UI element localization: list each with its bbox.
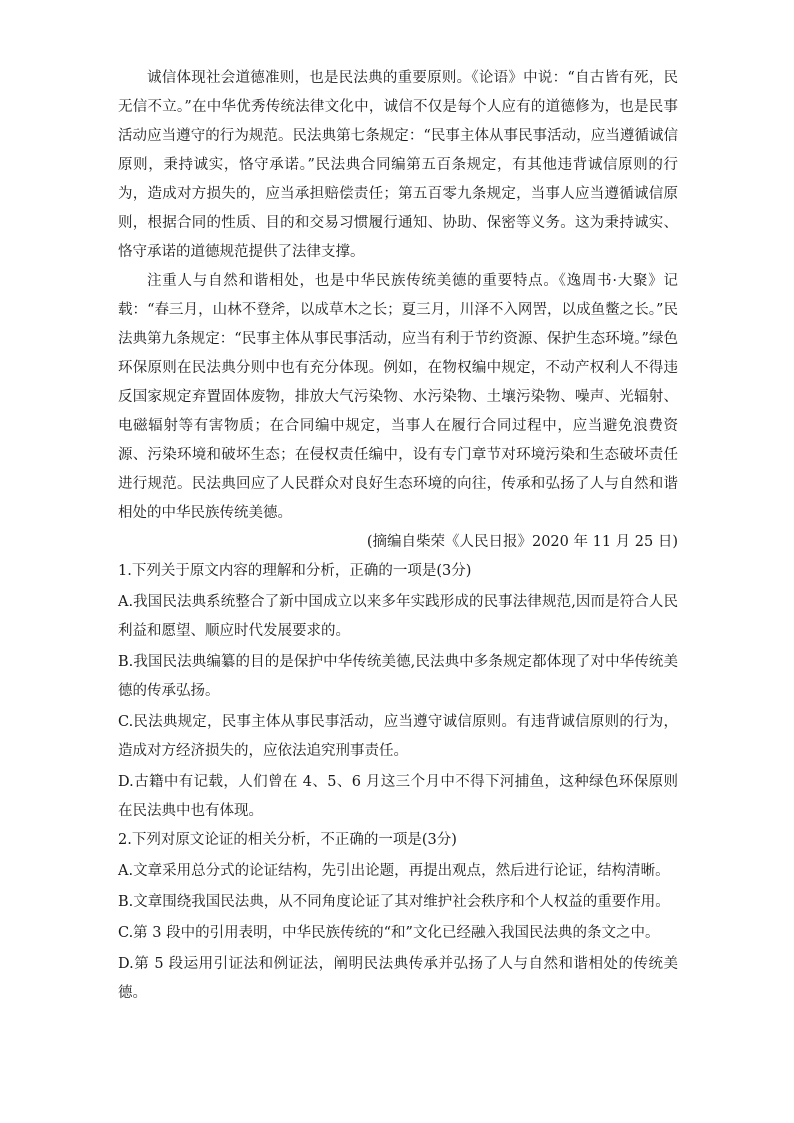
article-source: (摘编自柴荣《人民日报》2020 年 11 月 25 日): [366, 534, 678, 550]
document-page: [118, 64, 678, 1008]
question-2-option-d: D.第 5 段运用引证法和例证法，阐明民法典传承并弘扬了人与自然和谐相处的传统美德。: [118, 956, 678, 1001]
question-1-stem: 1.下列关于原文内容的理解和分析，正确的一项是(3分): [118, 563, 472, 579]
question-2-option-b: B.文章围绕我国民法典，从不同角度论证了其对维护社会秩序和个人权益的重要作用。: [118, 894, 670, 910]
question-1-option-a: A.我国民法典系统整合了新中国成立以来多年实践形成的民事法律规范,因而是符合人民利益和愿望、顺应时代发展要求的。: [118, 594, 678, 639]
question-1-option-c: C.民法典规定，民事主体从事民事活动，应当遵守诚信原则。有违背诚信原则的行为，造成对方经济损失的，应依法追究刑事责任。: [118, 714, 678, 759]
question-2-stem: 2.下列对原文论证的相关分析，不正确的一项是(3分): [118, 832, 457, 848]
question-2-option-a: A.文章采用总分式的论证结构，先引出论题，再提出观点，然后进行论证，结构清晰。: [118, 863, 670, 879]
question-1-option-d: D.古籍中有记载，人们曾在 4、5、6 月这三个月中不得下河捕鱼，这种绿色环保原则在民法典中也有体现。: [118, 774, 678, 819]
article-paragraph-2: 注重人与自然和谐相处，也是中华民族传统美德的重要特点。《逸周书·大聚》记载：“春三月，山林不登斧，以成草木之长；夏三月，川泽不入网罟，以成鱼鳖之长。”民法典第九条规定：“民事主体从事民事活动，应当有利于节约资源、保护生态环境。”绿色环保原则在民法典分则中也有充分体现。例如，在物权编中规定，不动产权利人不得违反国家规定弃置固体废物，排放大气污染物、水污染物、土壤污染物、噪声、光辐射、电磁辐射等有害物质；在合同编中规定，当事人在履行合同过程中，应当避免浪费资源、污染环境和破坏生态；在侵权责任编中，设有专门章节对环境污染和生态破坏责任进行规范。民法典回应了人民群众对良好生态环境的向往，传承和弘扬了人与自然和谐相处的中华民族传统美德。: [118, 273, 678, 521]
question-1: [118, 557, 678, 826]
article-paragraph-1: 诚信体现社会道德准则，也是民法典的重要原则。《论语》中说：“自古皆有死，民无信不立。”在中华优秀传统法律文化中，诚信不仅是每个人应有的道德修为，也是民事活动应当遵守的行为规范。民法典第七条规定：“民事主体从事民事活动，应当遵循诚信原则，秉持诚实，恪守承诺。”民法典合同编第五百条规定，有其他违背诚信原则的行为，造成对方损失的，应当承担赔偿责任；第五百零九条规定，当事人应当遵循诚信原则，根据合同的性质、目的和交易习惯履行通知、协助、保密等义务。这为秉持诚实、恪守承诺的道德规范提供了法律支撑。: [118, 70, 678, 260]
question-2-option-c: C.第 3 段中的引用表明，中华民族传统的“和”文化已经融入我国民法典的条文之中。: [118, 925, 660, 941]
question-1-option-b: B.我国民法典编纂的目的是保护中华传统美德,民法典中多条规定都体现了对中华传统美德的传承弘扬。: [118, 654, 678, 699]
question-2: [118, 826, 678, 1008]
